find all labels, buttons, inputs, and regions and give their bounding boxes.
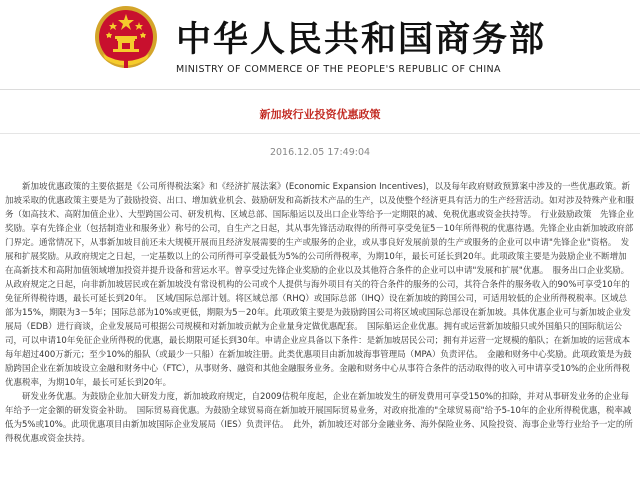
title-divider bbox=[0, 133, 640, 134]
ministry-name-cn: 中华人民共和国商务部 bbox=[176, 20, 547, 60]
article-body bbox=[5, 180, 635, 446]
ministry-name-en: MINISTRY OF COMMERCE OF THE PEOPLE'S REPUBLIC OF CHINA bbox=[176, 64, 501, 75]
article-paragraph: 研发业务优惠。为鼓励企业加大研发力度，新加坡政府规定，自2009估税年度起，企业在新加坡发生的研发费用可享受150%的扣除，并对从事研发业务的企业每年给予一定金额的研发资金补助。 国际贸易商优惠。为鼓励全球贸易商在新加坡开展国际贸易业务，对政府批准的"全球贸易商"给予5-10年的企业所得税优惠，税率减低为5%或10%。此项优惠项目由新加坡国际企业发展局（IES）负责评估。 此外，新加坡还对部分金融业务、海外保险业务、风险投资、海事企业等行业给予一定的所得税优惠或资金扶持。 bbox=[5, 392, 633, 444]
article-date: 2016.12.05 17:49:04 bbox=[269, 147, 371, 158]
national-emblem-icon bbox=[93, 4, 159, 70]
site-header bbox=[0, 0, 640, 90]
article-title: 新加坡行业投资优惠政策 bbox=[259, 108, 381, 121]
article-paragraph: 新加坡优惠政策的主要依据是《公司所得税法案》和《经济扩展法案》(Economic Expansion Incentives)，以及每年政府财政预算案中涉及的一些优惠政策。新加坡采取的优惠政策主要是为了鼓励投资、出口、增加就业机会、鼓励研发和高新技术产品的生产，以及使整个经济更具有活力的生产经营活动。如对涉及特殊产业和服务（如高技术、高附加值企业）、大型跨国公司、研发机构、区域总部、国际船运以及出口企业等给予一定期限的减、免税优惠或资金扶持等。 行业鼓励政策 先锋企业奖励。享有先锋企业（包括制造业和服务业）称号的公司，自生产之日起，其从事先锋活动取得的所得可享受免征5－10年所得税的优惠待遇。先锋企业由新加坡政府部门界定。通常情况下，从事新加坡目前还未大规模开展而且经济发展需要的生产或服务的企业，或从事良好发展前景的生产或服务的企业可以申请"先锋企业"资格。 发展和扩展奖励。从政府规定之日起，一定基数以上的公司所得可享受最低为5%的公司所得税率，为期10年，最长可延长到20年。此项政策主要是为鼓励企业不断增加在高新技术和高附加值领域增加投资并提升设备和营运水平。曾享受过先锋企业奖励的企业以及其他符合条件的企业可以申请"发展和扩展"优惠。 服务出口企业奖励。从政府规定之日起，向非新加坡居民或在新加坡没有常设机构的公司或个人提供与海外项目有关的符合条件的服务的公司，其符合条件的服务收入的90%可享受10年的免征所得税待遇，最长可延长到20年。 区域/国际总部计划。将区域总部（RHQ）或国际总部（IHQ）设在新加坡的跨国公司，可适用较低的企业所得税税率。区域总部为15%，期限为3－5年；国际总部为10%或更低，期限为5－20年。此项政策主要是为鼓励跨国公司将区域或国际总部设在新加坡。具体优惠企业可与新加坡企业发展局（EDB）进行商谈，企业发展局可根据公司规模和对新加坡贡献为企业量身定做优惠配套。 国际船运企业优惠。拥有或运营新加坡船只或外国船只的国际航运公司，可以申请10年免征企业所得税的优惠，最长期限可延长到30年。申请企业应具备以下条件：是新加坡居民公司；拥有并运营一定规模的船队；在新加坡的运营成本每年超过400万新元；至少10%的船队（或最少一只船）在新加坡注册。此类优惠项目由新加坡海事管理局（MPA）负责评估。 金融和财务中心奖励。此项政策是为鼓励跨国企业在新加坡设立金融和财务中心（FTC），从事财务、融资和其他金融服务业务。金融和财务中心从事符合条件的活动取得的收入可申请享受10%的企业所得税优惠税率，为期10年，最长可延长到20年。 bbox=[5, 182, 635, 388]
